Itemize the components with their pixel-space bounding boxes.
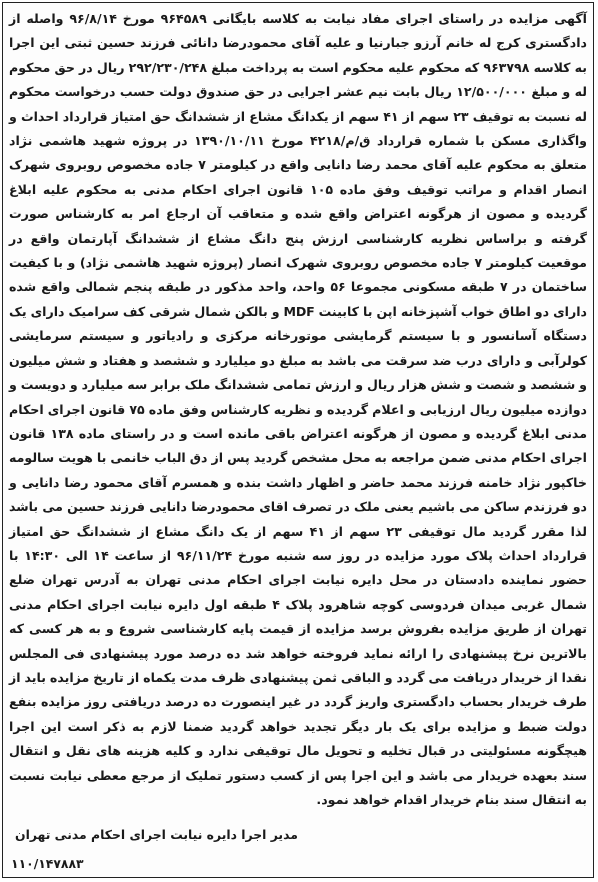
notice-signature: مدیر اجرا دایره نیابت اجرای احکام مدنی تهران bbox=[15, 827, 298, 842]
notice-reference-code: ۱۱۰/۱۴۷۸۸۳ bbox=[11, 856, 84, 871]
notice-body-text: آگهی مزایده در راستای اجرای مفاد نیابت به کلاسه بایگانی ۹۶۴۵۸۹ مورخ ۹۶/۸/۱۴ واصله از دادگستری کرج له خانم آرزو جبارنیا و علیه آقای محمودرضا دانائی فرزند حسین ثبتی این اجرا به کلاسه ۹۶۳۷۹۸ که محکوم علیه محکوم است به پرداخت مبلغ ۲۹۲/۲۳۰/۲۴۸ ریال در حق محکوم له و مبلغ ۱۲/۵۰۰/۰۰۰ ریال بابت نیم عشر اجرایی در حق صندوق دولت حسب درخواست محکوم له نسبت به توقیف ۲۳ سهم از ۴۱ سهم از یکدانگ مشاع از ششدانگ حق امتیاز قرارداد احداث و واگذاری مسکن با شماره قرارداد ق/م/۴۲۱۸ مورخ ۱۳۹۰/۱۰/۱۱ در پروژه شهید هاشمی نژاد متعلق به محکوم علیه آقای محمد رضا دانایی واقع در کیلومتر ۷ جاده مخصوص روبروی شهرک انصار اقدام و مراتب توقیف وفق ماده ۱۰۵ قانون اجرای احکام مدنی به محکوم علیه ابلاغ گردیده و مصون از هرگونه اعتراض واقع شده و متعاقب آن ارجاع امر به کارشناس صورت گرفته و براساس نظریه کارشناسی ارزش پنج دانگ مشاع از ششدانگ آپارتمان واقع در موقعیت کیلومتر ۷ جاده مخصوص روبروی شهرک انصار (پروژه شهید هاشمی نژاد) و با کیفیت ساختمان در ۷ طبقه مسکونی مجموعا ۵۶ واحد، واحد مذکور در طبقه پنجم شمالی واقع شده دارای دو اطاق خواب آشپزخانه اپن با کابینت MDF و بالکن شمال شرقی کف سرامیک دارای یک دستگاه آسانسور و با سیستم گرمایشی موتورخانه مرکزی و رادیاتور و سیستم سرمایشی کولرآبی و دارای درب ضد سرقت می باشد به مبلغ دو میلیارد و ششصد و هفتاد و شش میلیون و ششصد و شصت و شش هزار ریال و ارزش تمامی ششدانگ ملک برابر سه میلیارد و دویست و دوازده میلیون ریال ارزیابی و اعلام گردیده و نظریه کارشناس وفق ماده ۷۵ قانون اجرای احکام مدنی ابلاغ گردیده و مصون از هرگونه اعتراض باقی مانده است و در راستای ماده ۱۳۸ قانون اجرای احکام مدنی ضمن مراجعه به محل مشخص گردید پس از دق الباب خانمی با هویت سالومه خاکپور نژاد خامنه فرزند محمد حاضر و اظهار داشت بنده و همسرم آقای محمود رضا دانایی و دو فرزندم ساکن می باشیم یعنی ملک در تصرف اقای محمودرضا دانایی فرزند حسین می باشد لذا مقرر گردید مال توقیفی ۲۳ سهم از ۴۱ سهم از یک دانگ مشاع از ششدانگ حق امتیاز قرارداد احداث پلاک مورد مزایده در روز سه شنبه مورخ ۹۶/۱۱/۲۴ از ساعت ۱۴ الی ۱۴:۳۰ با حضور نماینده دادستان در محل دایره نیابت اجرای احکام مدنی تهران به آدرس تهران ضلع شمال غربی میدان فردوسی کوچه شاهرود پلاک ۴ طبقه اول دایره نیابت اجرای احکام مدنی تهران از طریق مزایده بفروش برسد مزایده از قیمت پایه کارشناسی شروع و به هر کسی که بالاترین نرخ پیشنهادی را ارائه نماید فروخته خواهد شد ده درصد مورد پیشنهادی فی المجلس نقدا از خریدار دریافت می گردد و الباقی ثمن پیشنهادی ظرف مدت یکماه از تاریخ مزایده باید از طرف خریدار بحساب دادگستری واریز گردد در غیر اینصورت ده درصد دریافتی روز مزایده بنفع دولت ضبط و مزایده برای یک بار دیگر تجدید خواهد گردید ضمنا لازم به ذکر است این اجرا هیچگونه مسئولیتی در قبال تخلیه و تحویل مال توقیفی ندارد و کلیه هزینه های نقل و انتقال سند بعهده خریدار می باشد و این اجرا پس از کسب دستور تملیک از مرجع معطی نیابت نسبت به انتقال سند بنام خریدار اقدام خواهد نمود. bbox=[9, 11, 588, 807]
notice-footer bbox=[9, 827, 585, 849]
auction-notice bbox=[2, 2, 594, 878]
